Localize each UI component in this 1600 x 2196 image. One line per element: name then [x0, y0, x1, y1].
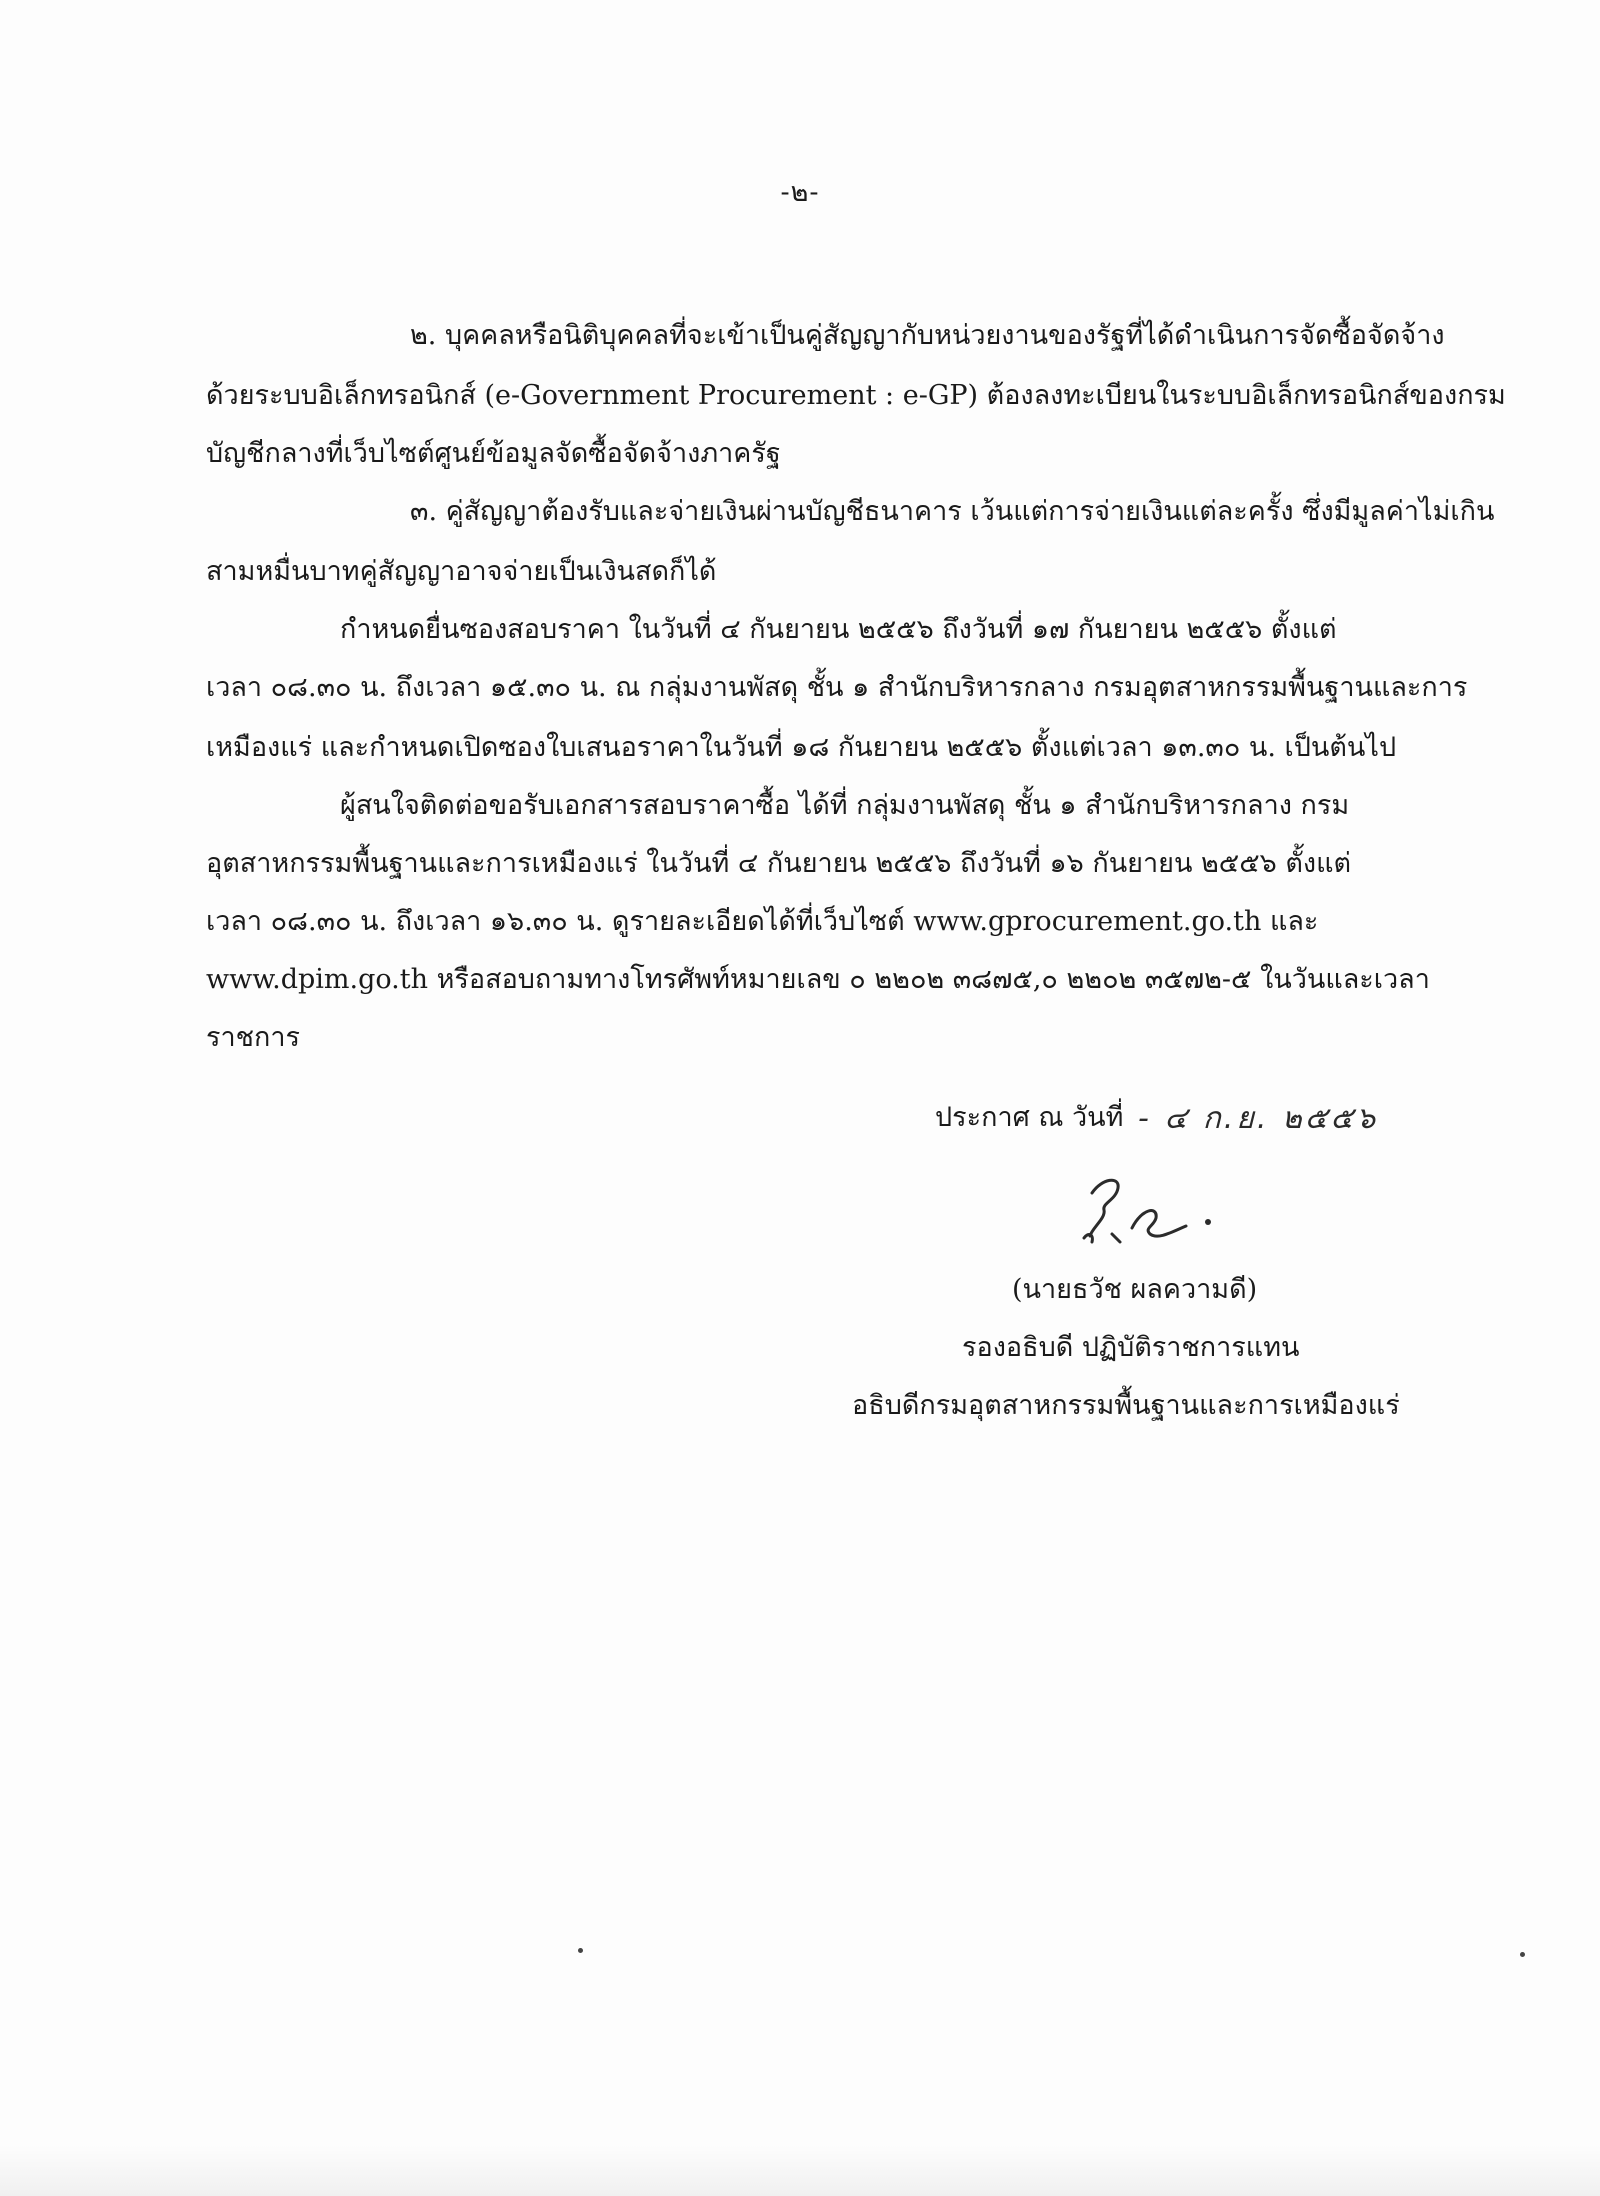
submission-line-3: เหมืองแร่ และกำหนดเปิดซองใบเสนอราคาในวันที่ ๑๘ กันยายน ๒๕๕๖ ตั้งแต่เวลา ๑๓.๓๐ น. เป็นต้นไป: [206, 732, 1397, 763]
paragraph-3-line-1: ๓. คู่สัญญาต้องรับและจ่ายเงินผ่านบัญชีธนาคาร เว้นแต่การจ่ายเงินแต่ละครั้ง ซึ่งมีมูลค่าไม่เกิน: [410, 496, 1495, 527]
signatory-name: (นายธวัช ผลความดี): [1012, 1274, 1258, 1305]
scan-speck: [578, 1948, 583, 1953]
contact-line-3: เวลา ๐๘.๓๐ น. ถึงเวลา ๑๖.๓๐ น. ดูรายละเอียดได้ที่เว็บไซต์ www.gprocurement.go.th และ: [206, 906, 1319, 937]
signature-image: [1062, 1148, 1232, 1258]
paragraph-2-line-2: ด้วยระบบอิเล็กทรอนิกส์ (e-Government Procurement : e-GP) ต้องลงทะเบียนในระบบอิเล็กทรอนิกส์ของกรม: [206, 380, 1506, 411]
signatory-position-2: อธิบดีกรมอุตสาหกรรมพื้นฐานและการเหมืองแร่: [852, 1390, 1400, 1421]
paragraph-3-line-2: สามหมื่นบาทคู่สัญญาอาจจ่ายเป็นเงินสดก็ได้: [206, 556, 717, 587]
scan-speck: [1520, 1952, 1525, 1957]
contact-line-1: ผู้สนใจติดต่อขอรับเอกสารสอบราคาซื้อ ได้ที่ กลุ่มงานพัสดุ ชั้น ๑ สำนักบริหารกลาง กรม: [340, 790, 1350, 821]
handwritten-date: - ๔ ก.ย. ๒๕๕๖: [1138, 1101, 1379, 1136]
scan-edge: [0, 2145, 1600, 2196]
contact-line-2: อุตสาหกรรมพื้นฐานและการเหมืองแร่ ในวันที่ ๔ กันยายน ๒๕๕๖ ถึงวันที่ ๑๖ กันยายน ๒๕๕๖ ตั้งแต่: [206, 848, 1352, 879]
submission-line-1: กำหนดยื่นซองสอบราคา ในวันที่ ๔ กันยายน ๒๕๕๖ ถึงวันที่ ๑๗ กันยายน ๒๕๕๖ ตั้งแต่: [340, 614, 1337, 645]
paragraph-2-line-3: บัญชีกลางที่เว็บไซต์ศูนย์ข้อมูลจัดซื้อจัดจ้างภาครัฐ: [206, 438, 781, 469]
submission-line-2: เวลา ๐๘.๓๐ น. ถึงเวลา ๑๕.๓๐ น. ณ กลุ่มงานพัสดุ ชั้น ๑ สำนักบริหารกลาง กรมอุตสาหกรรมพื้นฐานและการ: [206, 672, 1468, 703]
page-number: -๒-: [780, 177, 820, 208]
contact-line-4: www.dpim.go.th หรือสอบถามทางโทรศัพท์หมายเลข ๐ ๒๒๐๒ ๓๘๗๕,๐ ๒๒๐๒ ๓๕๗๒-๕ ในวันและเวลา: [206, 964, 1430, 995]
announcement-label: ประกาศ ณ วันที่: [935, 1102, 1124, 1133]
paragraph-2-line-1: ๒. บุคคลหรือนิติบุคคลที่จะเข้าเป็นคู่สัญญากับหน่วยงานของรัฐที่ได้ดำเนินการจัดซื้อจัดจ้าง: [410, 320, 1445, 351]
signatory-position-1: รองอธิบดี ปฏิบัติราชการแทน: [962, 1332, 1300, 1363]
contact-line-5: ราชการ: [206, 1022, 300, 1053]
